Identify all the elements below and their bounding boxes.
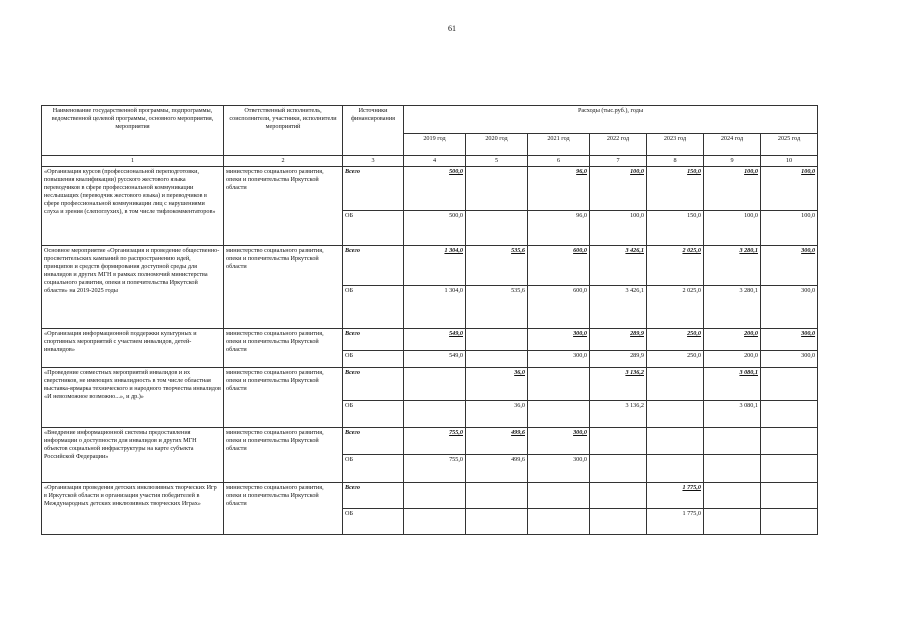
total-value: 300,0 [761,328,818,350]
total-value [761,367,818,400]
source-total-label: Всего [343,166,404,210]
source-ob-label: ОБ [343,285,404,328]
table-row [42,328,818,350]
budget-table [41,105,818,535]
header-year: 2025 год [761,134,818,156]
column-number: 8 [647,156,704,167]
total-value: 755,0 [404,427,466,454]
measure-name: «Внедрение информационной системы предоставления информации о доступности для инвалидов и других МГН объектов социальной инфраструктуры на карте субъекта Российской Федерации» [42,427,224,482]
total-value [404,482,466,508]
ob-value: 100,0 [704,210,761,245]
source-ob-label: ОБ [343,454,404,482]
ob-value: 2 025,0 [647,285,704,328]
column-number: 1 [42,156,224,167]
ob-value: 1 775,0 [647,508,704,534]
page-number: 61 [448,24,456,33]
header-year: 2021 год [528,134,590,156]
table-row [42,367,818,400]
ob-value [704,454,761,482]
ob-value [704,508,761,534]
total-value [590,427,647,454]
ob-value: 200,0 [704,350,761,367]
total-value [647,427,704,454]
total-value [647,367,704,400]
total-value: 300,0 [528,328,590,350]
table-row [42,427,818,454]
column-number: 5 [466,156,528,167]
header-year: 2019 год [404,134,466,156]
ob-value [761,508,818,534]
ob-value [761,454,818,482]
ob-value: 755,0 [404,454,466,482]
responsible-executor: министерство социального развития, опеки и попечительства Иркутской области [224,367,343,427]
responsible-executor: министерство социального развития, опеки и попечительства Иркутской области [224,245,343,328]
header-responsible: Ответственный исполнитель, соисполнители, участники, исполнители мероприятий [224,106,343,156]
total-value: 250,0 [647,328,704,350]
source-total-label: Всего [343,367,404,400]
column-number: 6 [528,156,590,167]
ob-value: 100,0 [590,210,647,245]
total-value: 535,6 [466,245,528,285]
column-number: 9 [704,156,761,167]
total-value [761,482,818,508]
ob-value: 300,0 [528,454,590,482]
ob-value: 3 280,1 [704,285,761,328]
ob-value: 250,0 [647,350,704,367]
header-year: 2022 год [590,134,647,156]
ob-value [590,454,647,482]
responsible-executor: министерство социального развития, опеки и попечительства Иркутской области [224,482,343,534]
column-number: 4 [404,156,466,167]
total-value: 1 775,0 [647,482,704,508]
total-value: 100,0 [761,166,818,210]
total-value: 500,0 [404,166,466,210]
total-value: 3 280,1 [704,245,761,285]
total-value [704,427,761,454]
ob-value [404,508,466,534]
source-ob-label: ОБ [343,508,404,534]
ob-value [647,454,704,482]
total-value [590,482,647,508]
header-year: 2023 год [647,134,704,156]
source-ob-label: ОБ [343,210,404,245]
total-value: 549,0 [404,328,466,350]
ob-value: 150,0 [647,210,704,245]
ob-value: 36,0 [466,400,528,427]
total-value: 100,0 [704,166,761,210]
measure-name: «Организация информационной поддержки культурных и спортивных мероприятий с участием инвалидов, детей-инвалидов» [42,328,224,367]
total-value [466,328,528,350]
total-value: 96,0 [528,166,590,210]
header-sources: Источники финансирования [343,106,404,156]
total-value: 300,0 [761,245,818,285]
ob-value: 3 136,2 [590,400,647,427]
source-total-label: Всего [343,328,404,350]
total-value: 150,0 [647,166,704,210]
responsible-executor: министерство социального развития, опеки и попечительства Иркутской области [224,328,343,367]
ob-value [590,508,647,534]
ob-value [466,508,528,534]
total-value [466,166,528,210]
header-year: 2024 год [704,134,761,156]
ob-value [466,350,528,367]
ob-value [528,400,590,427]
ob-value: 96,0 [528,210,590,245]
total-value: 36,0 [466,367,528,400]
source-total-label: Всего [343,427,404,454]
total-value: 100,0 [590,166,647,210]
measure-name: «Организация проведения детских инклюзивных творческих Игр в Иркутской области и организация участия победителей в Международных детских инклюзивных творческих Играх» [42,482,224,534]
total-value [404,367,466,400]
ob-value: 549,0 [404,350,466,367]
ob-value: 499,6 [466,454,528,482]
source-total-label: Всего [343,245,404,285]
total-value: 499,6 [466,427,528,454]
source-total-label: Всего [343,482,404,508]
total-value: 289,9 [590,328,647,350]
table-row [42,482,818,508]
total-value: 3 426,1 [590,245,647,285]
table-row [42,245,818,285]
header-expenses: Расходы (тыс.руб.), годы [404,106,818,134]
total-value: 600,0 [528,245,590,285]
ob-value [466,210,528,245]
header-year: 2020 год [466,134,528,156]
ob-value: 1 304,0 [404,285,466,328]
ob-value [404,400,466,427]
total-value: 300,0 [528,427,590,454]
total-value: 200,0 [704,328,761,350]
ob-value: 100,0 [761,210,818,245]
ob-value [647,400,704,427]
total-value: 1 304,0 [404,245,466,285]
ob-value: 535,6 [466,285,528,328]
total-value [528,367,590,400]
ob-value: 289,9 [590,350,647,367]
total-value: 2 025,0 [647,245,704,285]
source-ob-label: ОБ [343,400,404,427]
ob-value: 500,0 [404,210,466,245]
ob-value: 300,0 [761,350,818,367]
column-number: 3 [343,156,404,167]
total-value [761,427,818,454]
column-number: 10 [761,156,818,167]
responsible-executor: министерство социального развития, опеки и попечительства Иркутской области [224,427,343,482]
ob-value [761,400,818,427]
measure-name: «Организация курсов (профессиональной переподготовки, повышения квалификации) русского жестового языка переводчиков в сфере профессиональной коммуникации неслышащих (переводчик жестового языка) и переводчиков в сфере профессиональной коммуникации лиц с нарушениями слуха и зрения (слепоглухих), в том числе тифлокомментаторов» [42,166,224,245]
total-value [528,482,590,508]
total-value [704,482,761,508]
column-number: 2 [224,156,343,167]
ob-value: 3 080,1 [704,400,761,427]
ob-value: 600,0 [528,285,590,328]
table-row [42,166,818,210]
ob-value: 3 426,1 [590,285,647,328]
column-number: 7 [590,156,647,167]
total-value [466,482,528,508]
measure-name: «Проведение совместных мероприятий инвалидов и их сверстников, не имеющих инвалидность в том числе областная выставка-ярмарка технического и народного творчества инвалидов «И невозможное возможно...», и др.)» [42,367,224,427]
ob-value: 300,0 [528,350,590,367]
measure-name: Основное мероприятие «Организация и проведение общественно-просветительских кампаний по распространению идей, принципов и средств формирования доступной среды для инвалидов и других МГН в рамках полномочий министерства социального развития, опеки и попечительства Иркутской области» на 2019-2025 годы [42,245,224,328]
header-name: Наименование государственной программы, подпрограммы, ведомственной целевой программы, основного мероприятия, мероприятия [42,106,224,156]
responsible-executor: министерство социального развития, опеки и попечительства Иркутской области [224,166,343,245]
total-value: 3 080,1 [704,367,761,400]
total-value: 3 136,2 [590,367,647,400]
ob-value: 300,0 [761,285,818,328]
source-ob-label: ОБ [343,350,404,367]
ob-value [528,508,590,534]
